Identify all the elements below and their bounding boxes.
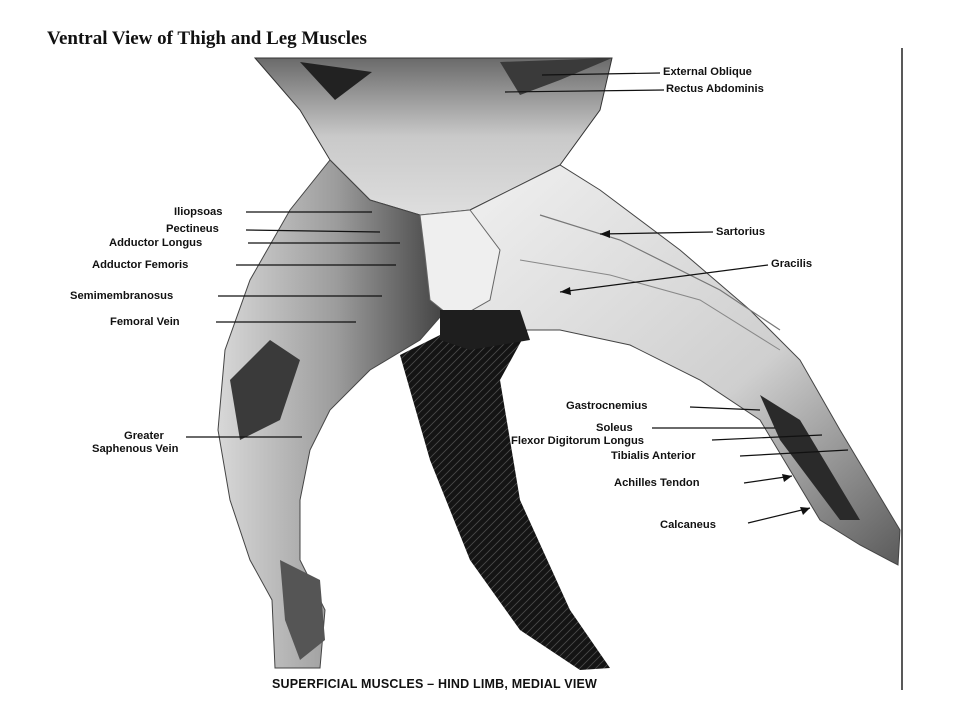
- label-flexor-digitorum-longus: Flexor Digitorum Longus: [511, 435, 645, 447]
- label-gastrocnemius: Gastrocnemius: [566, 400, 648, 412]
- page-title: Ventral View of Thigh and Leg Muscles: [47, 28, 367, 49]
- label-calcaneus: Calcaneus: [660, 519, 716, 531]
- label-pectineus: Pectineus: [166, 223, 219, 235]
- label-gracilis: Gracilis: [771, 258, 813, 270]
- label-soleus: Soleus: [596, 422, 633, 434]
- label-rectus-abdominis: Rectus Abdominis: [666, 83, 764, 95]
- label-semimembranosus: Semimembranosus: [70, 290, 174, 302]
- label-sartorius: Sartorius: [716, 226, 766, 238]
- figure-caption: SUPERFICIAL MUSCLES – HIND LIMB, MEDIAL VIEW: [272, 677, 598, 691]
- label-femoral-vein: Femoral Vein: [110, 316, 180, 328]
- label-external-oblique: External Oblique: [663, 66, 752, 78]
- label-iliopsoas: Iliopsoas: [174, 206, 223, 218]
- label-achilles-tendon: Achilles Tendon: [614, 477, 700, 489]
- label-tibialis-anterior: Tibialis Anterior: [611, 450, 696, 462]
- label-adductor-femoris: Adductor Femoris: [92, 259, 189, 271]
- label-greater-saphenous-vein-line2: Saphenous Vein: [92, 443, 179, 455]
- label-greater-saphenous-vein-line1: Greater: [124, 430, 164, 442]
- label-adductor-longus: Adductor Longus: [109, 237, 203, 249]
- fur-limb: [400, 320, 610, 670]
